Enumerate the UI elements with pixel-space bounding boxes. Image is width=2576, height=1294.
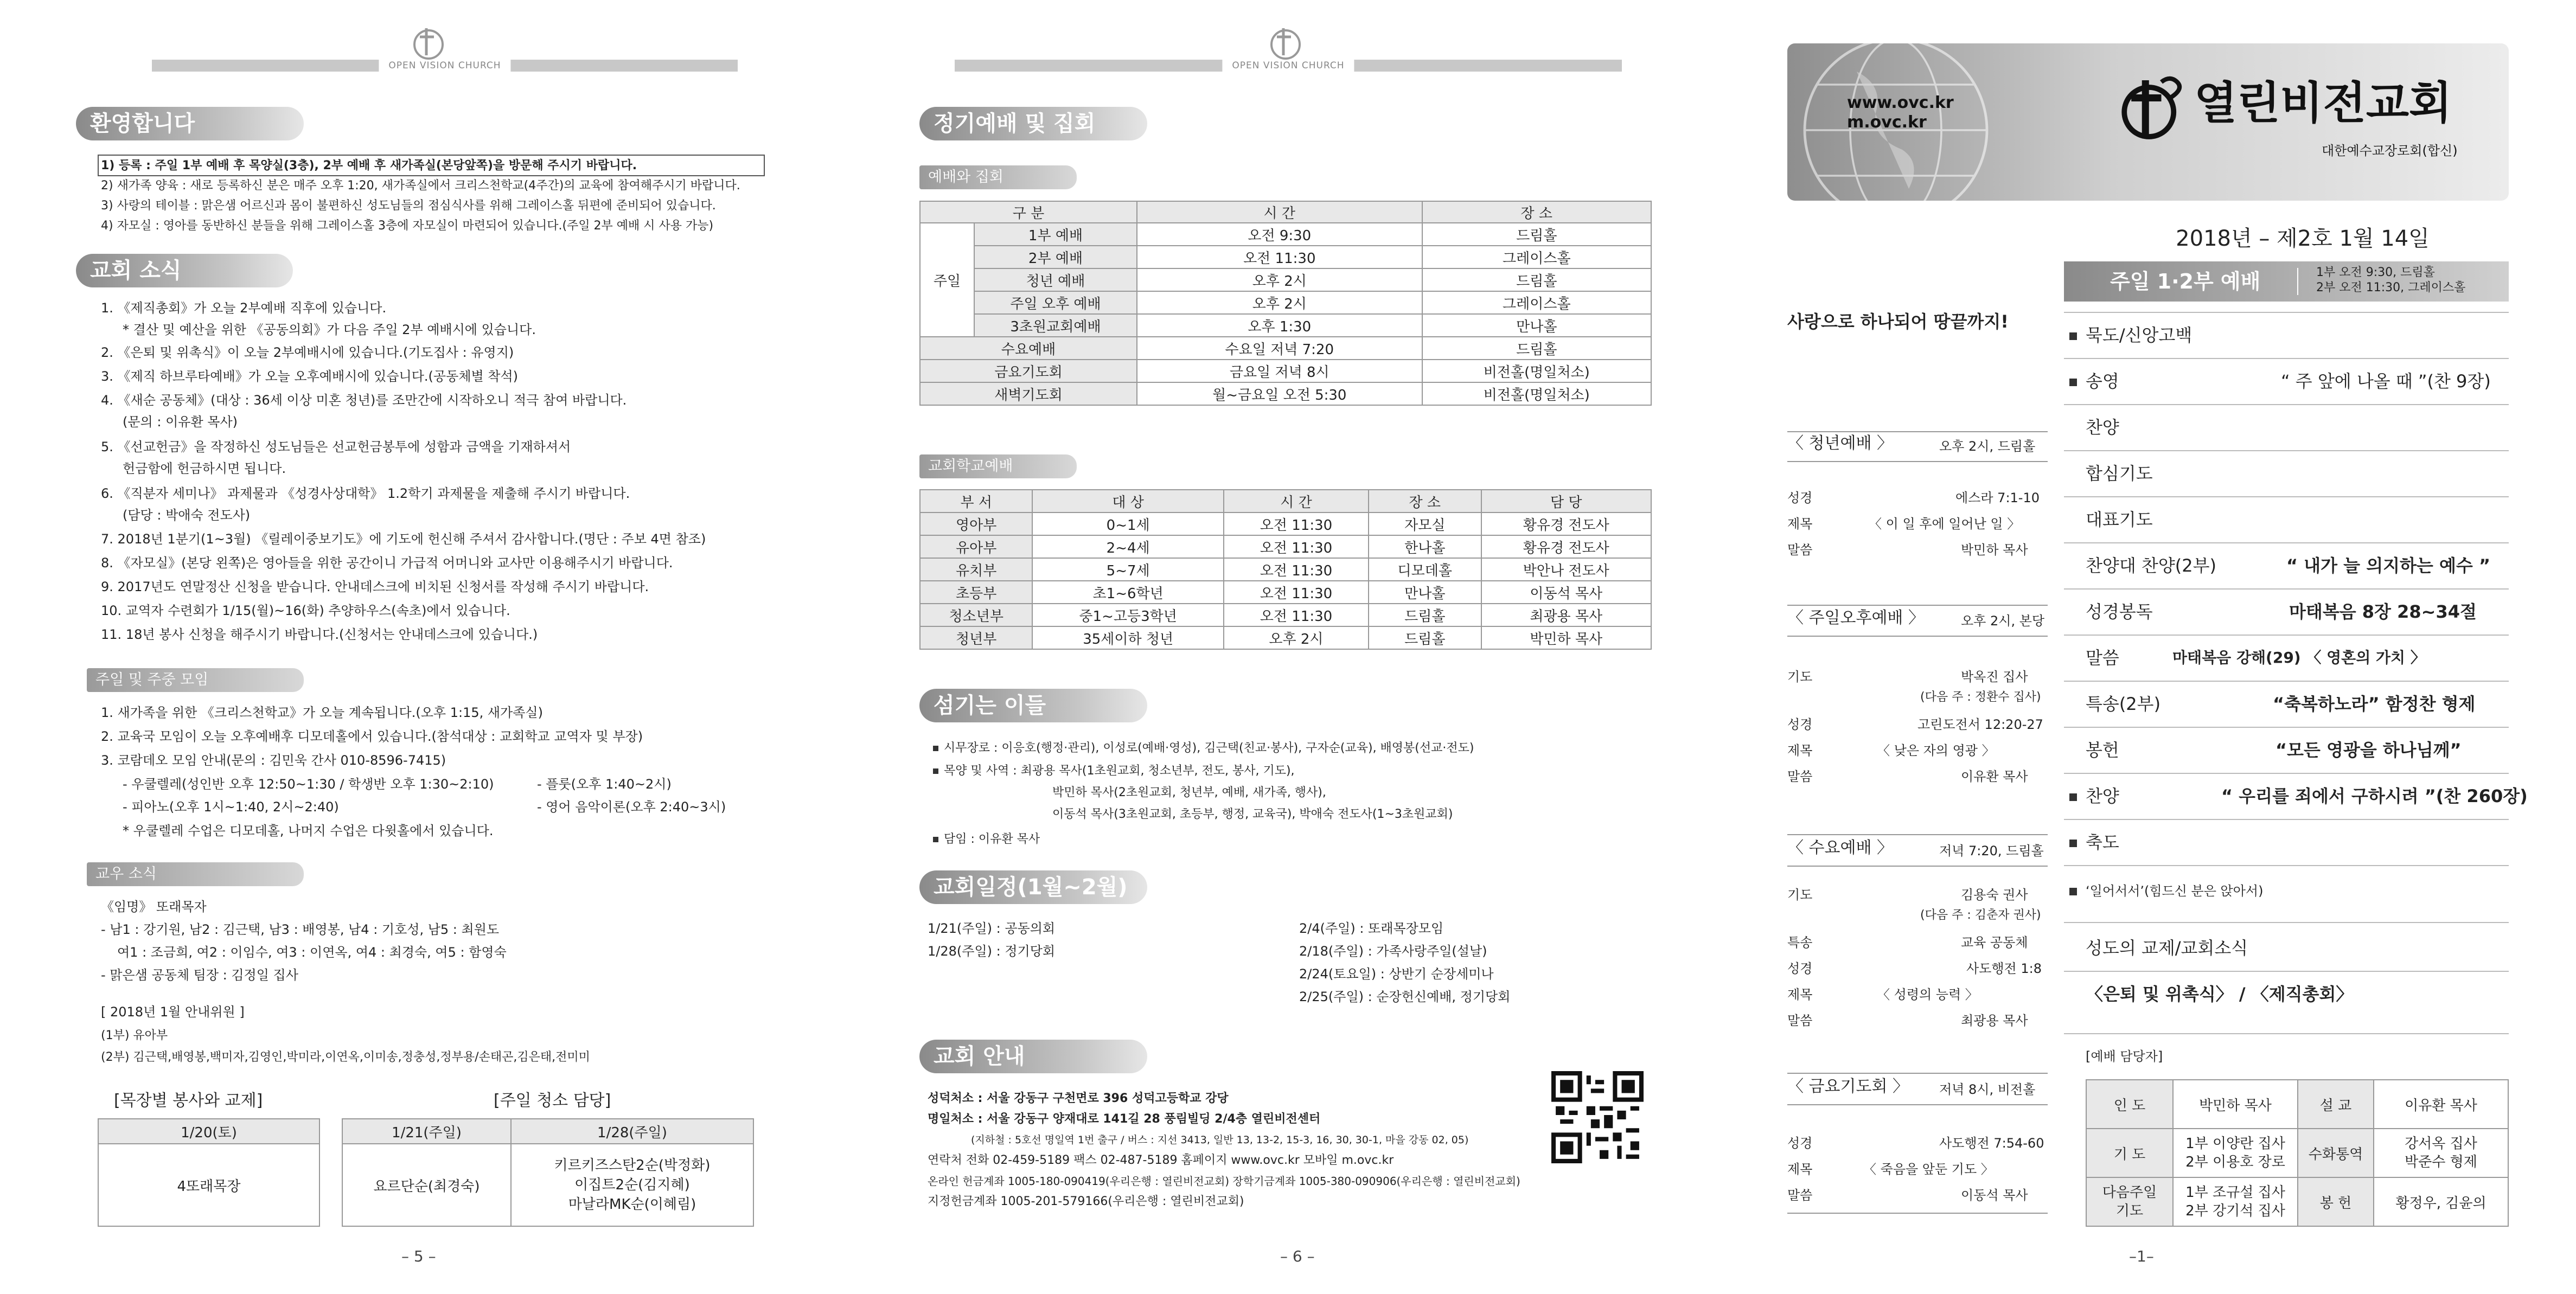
order-item: 찬양 [2086,417,2119,438]
afternoon-value: 고린도전서 12:20-27 [1917,717,2043,732]
worship-place: 드림홀 [1422,223,1651,246]
worship-time: 오후 2시 [1137,268,1422,291]
page-number: – 5 – [401,1247,436,1265]
friday-label: 말씀 [1787,1188,1813,1203]
school-cell: 35세이하 청년 [1032,626,1223,649]
order-item: 특송(2부) [2086,694,2161,714]
school-cell: 초1~6학년 [1032,581,1223,604]
wednesday-label: 특송 [1787,935,1813,950]
school-cell: 오전 11:30 [1224,535,1369,558]
info-title: 교회 안내 [919,1040,1147,1073]
worship-name: 새벽기도회 [920,382,1137,405]
schedule-item: 1/28(주일) : 정기당회 [928,944,1056,959]
worship-name: 주일 오후 예배 [974,291,1137,314]
header-bar [955,60,1622,72]
youth-label: 말씀 [1787,542,1813,558]
youth-label: 성경 [1787,490,1813,505]
exchange-title: 성도의 교제/교회소식 [2086,938,2248,958]
weekly-title: 주일 및 주중 모임 [87,668,304,692]
pastoral-date: 1/20(토) [98,1119,319,1144]
news-item: (문의 : 이유환 목사) [123,414,238,430]
worship-subtitle: 예배와 집회 [919,165,1077,189]
server-line: 담임 : 이유환 목사 [933,830,1040,849]
wednesday-label: 성경 [1787,961,1813,976]
order-text: “ 우리를 죄에서 구하시려 ”(찬 260장) [2221,786,2528,806]
worship-name: 수요예배 [920,337,1137,360]
guide-line: (1부) 유아부 [101,1029,168,1042]
news-item: 헌금함에 헌금하시면 됩니다. [123,461,286,476]
school-cell: 오전 11:30 [1224,604,1369,626]
weekly-item: 3. 코람데오 모임 안내(문의 : 김민욱 간사 010-8596-7415) [101,753,446,768]
url-mobile: m.ovc.kr [1847,113,1927,132]
school-cell: 자모실 [1369,513,1481,535]
server-line: 목양 및 사역 : 최광용 목사(1초원교회, 청소년부, 전도, 봉사, 기도), [933,761,1295,781]
stand-note: ‘일어서서’(힘드신 분은 앉아서) [2069,881,2263,901]
friday-time: 저녁 8시, 비전홀 [1939,1082,2036,1097]
worship-time: 월~금요일 오전 5:30 [1137,382,1422,405]
news-item: (담당 : 박애숙 전도사) [123,508,251,523]
afternoon-value: 박옥진 집사 [1961,669,2028,684]
afternoon-value: 이유환 목사 [1961,769,2028,784]
schedule-item: 2/18(주일) : 가족사랑주일(설날) [1299,944,1487,959]
order-item: 말씀 [2086,648,2119,668]
duty-title: [예배 담당자] [2086,1049,2163,1064]
school-cell: 황유경 전도사 [1481,535,1651,558]
wednesday-value: 교육 공동체 [1961,935,2028,950]
schedule-item: 2/4(주일) : 또래목장모임 [1299,921,1444,936]
school-cell: 2~4세 [1032,535,1223,558]
duty-value: 1부 이양란 집사 2부 이용호 장로 [2173,1129,2298,1177]
school-cell: 청년부 [920,626,1032,649]
worship-place: 만나홀 [1422,314,1651,337]
school-cell: 청소년부 [920,604,1032,626]
friday-value: 〈 죽음을 앞둔 기도 〉 [1863,1162,1994,1177]
school-cell: 드림홀 [1369,604,1481,626]
afternoon-value: (다음 주 : 정환수 집사) [1920,690,2041,704]
weekly-item: - 플룻(오후 1:40~2시) [537,777,672,792]
worship-place: 비전홀(명일처소) [1422,360,1651,382]
afternoon-label: 제목 [1787,743,1813,758]
wednesday-label: 말씀 [1787,1013,1813,1028]
staff-item: - 맑은샘 공동체 팀장 : 김정일 집사 [101,968,298,983]
order-item: 찬양 [2069,786,2119,806]
school-header: 대 상 [1032,490,1223,513]
pastoral-value: 4또래목장 [98,1144,319,1226]
wednesday-title: 〈 수요예배 〉 [1787,838,1893,857]
exchange-sub: 〈은퇴 및 위촉식〉 / 〈제직총회〉 [2086,984,2354,1004]
schedule-item: 2/24(토요일) : 상반기 순장세미나 [1299,966,1494,982]
info-line: 온라인 헌금계좌 1005-180-090419(우리은행 : 열린비전교회) 장학기금계좌 1005-380-090906(우리은행 : 열린비전교회) [928,1175,1520,1188]
cover-header [1787,43,2509,201]
order-text: 마태복음 8장 28~34절 [2289,601,2477,622]
school-cell: 디모데홀 [1369,558,1481,581]
news-item: * 결산 및 예산을 위한 《공동의회》가 다음 주일 2부 예배시에 있습니다. [123,322,536,337]
cleaning-date: 1/21(주일) [342,1119,511,1144]
church-logo-icon [1264,22,1307,65]
cleaning-title: [주일 청소 담당] [494,1091,611,1110]
page-6 [911,0,1665,1294]
info-line: 지정헌금계좌 1005-201-579166(우리은행 : 열린비전교회) [928,1195,1244,1208]
friday-label: 제목 [1787,1162,1813,1177]
school-header: 담 당 [1481,490,1651,513]
order-text: “ 내가 늘 의지하는 예수 ” [2286,555,2490,576]
motto: 사랑으로 하나되어 땅끝까지! [1787,311,2009,332]
news-item: 3. 《제직 하브루타예배》가 오늘 오후예배시에 있습니다.(공동체별 착석) [101,369,518,384]
order-item: 축도 [2069,832,2119,852]
worship-time: 오후 2시 [1137,291,1422,314]
worship-time: 수요일 저녁 7:20 [1137,337,1422,360]
worship-time: 오후 1:30 [1137,314,1422,337]
church-logo-icon [2115,73,2186,144]
news-item: 4. 《새순 공동체》(대상 : 36세 이상 미혼 청년)를 조만간에 시작하오니 적극 참여 바랍니다. [101,393,627,408]
school-cell: 한나홀 [1369,535,1481,558]
school-cell: 오전 11:30 [1224,513,1369,535]
weekly-item: * 우쿨렐레 수업은 디모데홀, 나머지 수업은 다윗홀에서 있습니다. [123,823,494,838]
cleaning-value: 키르키즈스탄2순(박정화) [554,1157,711,1174]
service-label: 주일 1·2부 예배 [2110,270,2261,293]
page-number: –1– [2129,1247,2154,1265]
wednesday-value: 김용숙 권사 [1961,887,2028,902]
school-header: 장 소 [1369,490,1481,513]
school-cell: 5~7세 [1032,558,1223,581]
denomination: 대한예수교장로회(합신) [2322,143,2458,158]
weekly-item: 2. 교육국 모임이 오늘 오후예배후 디모데홀에서 있습니다.(참석대상 : 교회학교 교역자 및 부장) [101,729,643,744]
schedule-item: 2/25(주일) : 순장헌신예배, 정기당회 [1299,989,1511,1004]
wednesday-label: 제목 [1787,987,1813,1002]
info-line: 명일처소 : 서울 강동구 양재대로 141길 28 풍림빌딩 2/4층 열린비전센터 [928,1112,1321,1126]
school-cell: 유아부 [920,535,1032,558]
worship-place: 드림홀 [1422,268,1651,291]
youth-value: 박민하 목사 [1961,542,2028,558]
duty-label: 다음주일 기도 [2086,1177,2173,1226]
worship-title: 정기예배 및 집회 [919,107,1147,140]
wednesday-value: (다음 주 : 김춘자 권사) [1920,908,2041,922]
friday-value: 이동석 목사 [1961,1188,2028,1203]
school-cell: 유치부 [920,558,1032,581]
server-line: 박민하 목사(2초원교회, 청년부, 예배, 새가족, 행사), [1052,786,1326,799]
worship-time: 오전 11:30 [1137,246,1422,268]
worship-header: 구 분 [920,201,1137,223]
church-title: 열린비전교회 [2194,77,2452,129]
order-text: “ 주 앞에 나올 때 ”(찬 9장) [2281,371,2491,392]
afternoon-label: 성경 [1787,717,1813,732]
url-main: www.ovc.kr [1847,93,1954,112]
afternoon-time: 오후 2시, 본당 [1961,613,2045,629]
church-name-label: OPEN VISION CHURCH [1222,60,1354,72]
duty-value: 강서옥 집사 박준수 형제 [2374,1129,2508,1177]
server-line: 이동석 목사(3초원교회, 초등부, 행정, 교육국), 박애숙 전도사(1~3초원교회) [1052,808,1453,821]
worship-name: 금요기도회 [920,360,1137,382]
worship-group: 주일 [920,223,974,337]
worship-table [919,201,1652,406]
cleaning-value: 마날라MK순(이혜림) [568,1196,696,1213]
school-cell: 오전 11:30 [1224,558,1369,581]
pastoral-title: [목장별 봉사와 교제] [114,1091,263,1110]
order-item: 합심기도 [2086,463,2153,484]
worship-time: 금요일 저녁 8시 [1137,360,1422,382]
worship-place: 비전홀(명일처소) [1422,382,1651,405]
staff-item: 여1 : 조금희, 여2 : 이임수, 여3 : 이연옥, 여4 : 최경숙, 여5 : 함영숙 [117,945,507,960]
youth-value: 〈 이 일 후에 일어난 일 〉 [1869,516,2021,531]
order-item: 찬양대 찬양(2부) [2086,555,2216,576]
qr-code-icon [1551,1071,1644,1163]
schedule-item: 1/21(주일) : 공동의회 [928,921,1056,936]
wednesday-value: 사도행전 1:8 [1966,961,2042,976]
news-item: 9. 2017년도 연말정산 신청을 받습니다. 안내데스크에 비치된 신청서를 작성해 주시기 바랍니다. [101,579,649,594]
info-line: 연락처 전화 02-459-5189 팩스 02-487-5189 홈페이지 www.ovc.kr 모바일 m.ovc.kr [928,1154,1394,1167]
weekly-item: - 피아노(오후 1시~1:40, 2시~2:40) [123,799,339,815]
school-cell: 박민하 목사 [1481,626,1651,649]
news-item: 11. 18년 봉사 신청을 해주시기 바랍니다.(신청서는 안내데스크에 있습니다.) [101,627,538,642]
duty-label: 봉 헌 [2298,1177,2374,1226]
afternoon-title: 〈 주일오후예배 〉 [1787,608,1925,627]
church-logo-icon [407,22,450,65]
cleaning-value: 요르단순(최경숙) [342,1144,511,1226]
school-cell: 최광용 목사 [1481,604,1651,626]
weekly-item: - 우쿨렐레(성인반 오후 12:50~1:30 / 학생반 오후 1:30~2:10) [123,777,494,792]
news-item: 6. 《직분자 세미나》 과제물과 《성경사상대학》 1.2학기 과제물을 제출해 주시기 바랍니다. [101,486,630,501]
order-item: 묵도/신앙고백 [2069,325,2192,345]
wednesday-value: 최광용 목사 [1961,1013,2028,1028]
staff-title: 교우 소식 [87,862,304,886]
school-cell: 만나홀 [1369,581,1481,604]
school-cell: 오전 11:30 [1224,581,1369,604]
welcome-item: 4) 자모실 : 영아를 동반하신 분들을 위해 그레이스홀 3층에 자모실이 마련되어 있습니다.(주일 2부 예배 시 사용 가능) [101,219,714,233]
worship-header: 장 소 [1422,201,1651,223]
news-item: 7. 2018년 1분기(1~3월) 《릴레이중보기도》에 기도에 헌신해 주셔서 감사합니다.(명단 : 주보 4면 참조) [101,531,706,547]
cleaning-date: 1/28(주일) [511,1119,753,1144]
duty-value: 1부 조규설 집사 2부 강기석 집사 [2173,1177,2298,1226]
afternoon-value: 〈 낮은 자의 영광 〉 [1877,743,1995,758]
duty-value: 박민하 목사 [2173,1080,2298,1129]
service-time: 2부 오전 11:30, 그레이스홀 [2316,281,2466,294]
school-cell: 영아부 [920,513,1032,535]
page-number: – 6 – [1280,1247,1315,1265]
wednesday-time: 저녁 7:20, 드림홀 [1939,843,2044,859]
worship-place: 그레이스홀 [1422,291,1651,314]
news-item: 1. 《제직총회》가 오늘 2부예배 직후에 있습니다. [101,300,387,316]
youth-time: 오후 2시, 드림홀 [1939,439,2036,454]
page-5 [71,0,792,1294]
school-cell: 박안나 전도사 [1481,558,1651,581]
school-cell: 0~1세 [1032,513,1223,535]
pastoral-table [98,1118,320,1227]
header-bar [152,60,738,72]
wednesday-label: 기도 [1787,887,1813,902]
news-title: 교회 소식 [76,254,293,287]
school-subtitle: 교회학교예배 [919,454,1077,478]
welcome-item: 3) 사랑의 테이블 : 맑은샘 어르신과 몸이 불편하신 성도님들의 점심식사를 위해 그레이스홀 뒤편에 준비되어 있습니다. [101,199,716,213]
school-cell: 황유경 전도사 [1481,513,1651,535]
afternoon-label: 기도 [1787,669,1813,684]
wednesday-value: 〈 성령의 능력 〉 [1877,987,1978,1002]
welcome-item: 1) 등록 : 주일 1부 예배 후 목양실(3층), 2부 예배 후 새가족실(본당앞쪽)을 방문해 주시기 바랍니다. [101,159,637,172]
duty-value: 이유환 목사 [2374,1080,2508,1129]
youth-label: 제목 [1787,516,1813,531]
order-item: 송영 [2069,371,2119,391]
server-line: 시무장로 : 이응호(행정·관리), 이성로(예배·영성), 김근택(친교·봉사), 구자순(교육), 배영봉(선교·전도) [933,739,1474,758]
order-item: 대표기도 [2086,509,2153,530]
duty-value: 황정우, 김윤의 [2374,1177,2508,1226]
duty-label: 수화통역 [2298,1129,2374,1177]
weekly-item: - 영어 음악이론(오후 2:40~3시) [537,799,726,815]
info-line: 성덕처소 : 서울 강동구 구천면로 396 성덕고등학교 강당 [928,1092,1229,1105]
school-cell: 중1~고등3학년 [1032,604,1223,626]
schedule-title: 교회일정(1월~2월) [919,870,1147,904]
banner-divider [2297,268,2298,295]
worship-place: 그레이스홀 [1422,246,1651,268]
duty-label: 설 교 [2298,1080,2374,1129]
servers-title: 섬기는 이들 [919,689,1147,722]
friday-label: 성경 [1787,1136,1813,1151]
worship-header: 시 간 [1137,201,1422,223]
weekly-item: 1. 새가족을 위한 《크리스천학교》가 오늘 계속됩니다.(오후 1:15, 새가족실) [101,705,543,720]
school-table [919,489,1652,650]
order-item: 봉헌 [2086,740,2119,760]
school-cell: 오후 2시 [1224,626,1369,649]
order-text: “모든 영광을 하나님께” [2275,740,2462,760]
welcome-title: 환영합니다 [76,107,304,140]
issue-line: 2018년 – 제2호 1월 14일 [2176,226,2430,251]
staff-item: 《임명》 또래목자 [101,899,207,914]
duty-label: 인 도 [2086,1080,2173,1129]
youth-value: 에스라 7:1-10 [1955,490,2040,505]
welcome-item: 2) 새가족 양육 : 새로 등록하신 분은 매주 오후 1:20, 새가족실에서 크리스천학교(4주간)의 교육에 참여해주시기 바랍니다. [101,179,740,193]
news-item: 2. 《은퇴 및 위촉식》이 오늘 2부예배시에 있습니다.(기도집사 : 유영지) [101,345,514,360]
worship-name: 2부 예배 [974,246,1137,268]
friday-title: 〈 금요기도회 〉 [1787,1077,1909,1096]
order-item: 성경봉독 [2086,601,2153,622]
guide-line: (2부) 김근택,배영봉,백미자,김영인,박미라,이연옥,이미송,정충성,정부용/손태곤,김은태,전미미 [101,1050,590,1064]
youth-title: 〈 청년예배 〉 [1787,434,1893,453]
worship-place: 드림홀 [1422,337,1651,360]
news-item: 5. 《선교헌금》을 작정하신 성도님들은 선교헌금봉투에 성함과 금액을 기재하셔서 [101,439,571,454]
worship-name: 3초원교회예배 [974,314,1137,337]
service-time: 1부 오전 9:30, 드림홀 [2316,266,2435,279]
service-banner [2064,261,2509,302]
cleaning-table [342,1118,754,1227]
news-item: 8. 《자모실》(본당 왼쪽)은 영아들을 위한 공간이니 가급적 어머니와 교사만 이용해주시기 바랍니다. [101,555,673,571]
news-item: 10. 교역자 수련회가 1/15(월)~16(화) 추양하우스(속초)에서 있습니다. [101,603,510,618]
order-text: 마태복음 강해(29) 〈 영혼의 가치 〉 [2172,649,2426,667]
school-cell: 드림홀 [1369,626,1481,649]
friday-value: 사도행전 7:54-60 [1939,1136,2044,1151]
duty-label: 기 도 [2086,1129,2173,1177]
staff-item: - 남1 : 강기원, 남2 : 김근택, 남3 : 배영봉, 남4 : 기호성, 남5 : 최원도 [101,922,500,937]
order-text: “축복하노라” 함정찬 형제 [2273,694,2476,714]
school-header: 시 간 [1224,490,1369,513]
school-cell: 이동석 목사 [1481,581,1651,604]
worship-name: 청년 예배 [974,268,1137,291]
church-name-label: OPEN VISION CHURCH [379,60,510,72]
school-cell: 초등부 [920,581,1032,604]
page-1-cover [1787,0,2528,1294]
cleaning-value: 이집트2순(김지혜) [574,1177,690,1193]
duty-table [2086,1079,2509,1227]
afternoon-label: 말씀 [1787,769,1813,784]
guide-title: [ 2018년 1월 안내위원 ] [101,1004,245,1020]
info-line: (지하철 : 5호선 명일역 1번 출구 / 버스 : 지선 3413, 일반 13, 13-2, 15-3, 16, 30, 30-1, 마을 강동 02, 05) [971,1134,1469,1146]
worship-name: 1부 예배 [974,223,1137,246]
worship-time: 오전 9:30 [1137,223,1422,246]
school-header: 부 서 [920,490,1032,513]
